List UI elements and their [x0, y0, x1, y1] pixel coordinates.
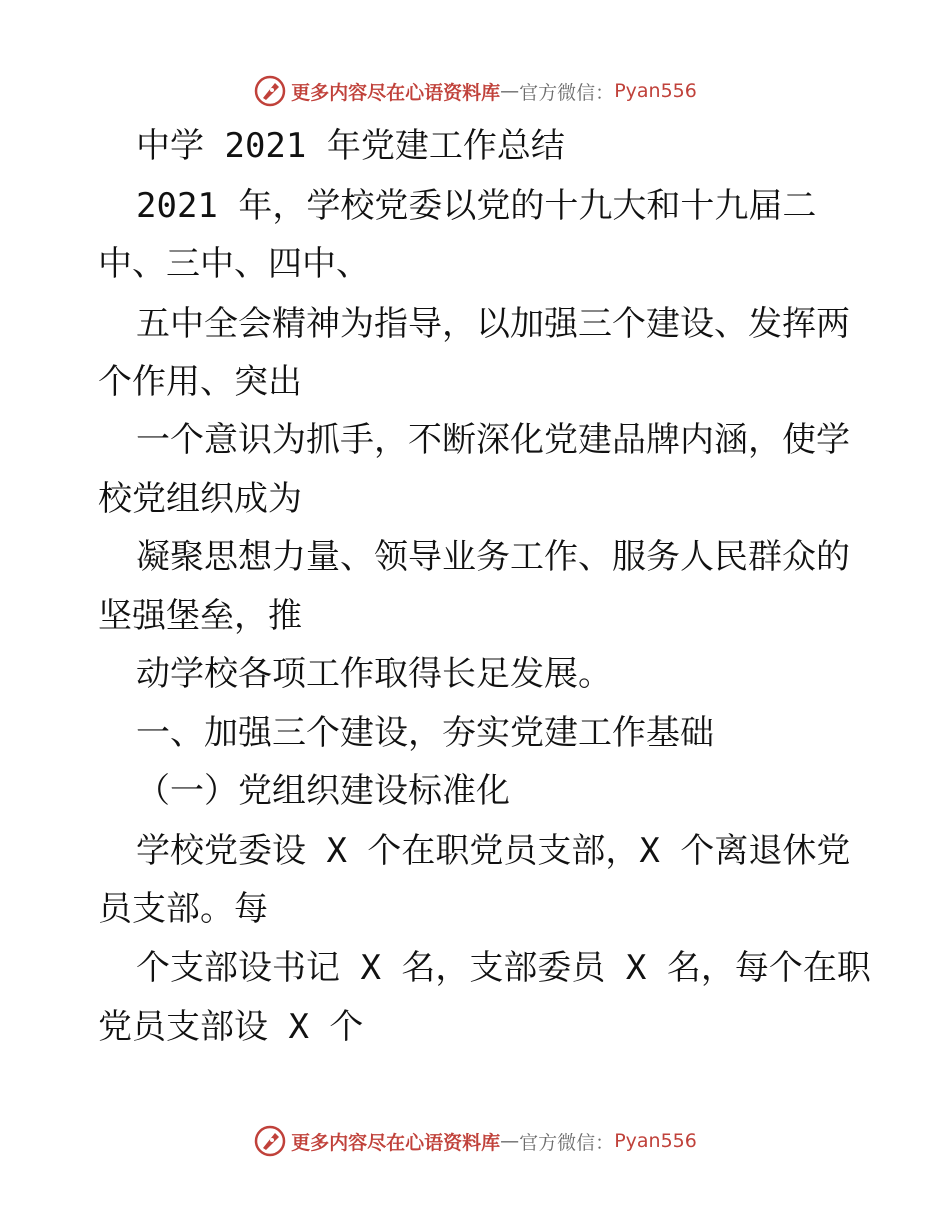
watermark-label: 官方微信： [519, 81, 615, 104]
watermark-site-text: 更多内容尽在心语资料库 [291, 81, 501, 104]
text-line: 2021 年，学校党委以党的十九大和十九届二 [136, 186, 817, 226]
watermark-site-text: 更多内容尽在心语资料库 [291, 1131, 501, 1154]
text-line: 动学校各项工作取得长足发展。 [136, 654, 612, 694]
document-title: 中学 2021 年党建工作总结 [136, 126, 565, 166]
text-line: 个支部设书记 X 名，支部委员 X 名，每个在职 [136, 948, 871, 988]
section-heading: 一、加强三个建设，夯实党建工作基础 [136, 713, 714, 753]
watermark-dash: — [500, 80, 520, 102]
watermark-dash: — [500, 1130, 520, 1152]
pen-nib-circle-icon [253, 74, 287, 108]
text-line: 五中全会精神为指导，以加强三个建设、发挥两 [136, 304, 850, 344]
watermark-header [0, 71, 950, 111]
text-line: 个作用、突出 [98, 362, 302, 402]
text-line: 校党组织成为 [98, 479, 302, 519]
text-line: 凝聚思想力量、领导业务工作、服务人民群众的 [136, 537, 850, 577]
text-line: 中、三中、四中、 [98, 244, 370, 284]
text-line: 坚强堡垒，推 [98, 596, 302, 636]
text-line: 党员支部设 X 个 [98, 1007, 364, 1047]
text-line: 员支部。每 [98, 889, 268, 929]
pen-nib-circle-icon [253, 1124, 287, 1158]
text-line: 学校党委设 X 个在职党员支部，X 个离退休党 [136, 831, 851, 871]
subsection-heading: （一）党组织建设标准化 [136, 771, 510, 811]
watermark-label: 官方微信： [519, 1131, 615, 1154]
watermark-account: Pyan556 [614, 1130, 697, 1152]
watermark-footer [0, 1121, 950, 1161]
text-line: 一个意识为抓手，不断深化党建品牌内涵，使学 [136, 420, 850, 460]
watermark-account: Pyan556 [614, 80, 697, 102]
